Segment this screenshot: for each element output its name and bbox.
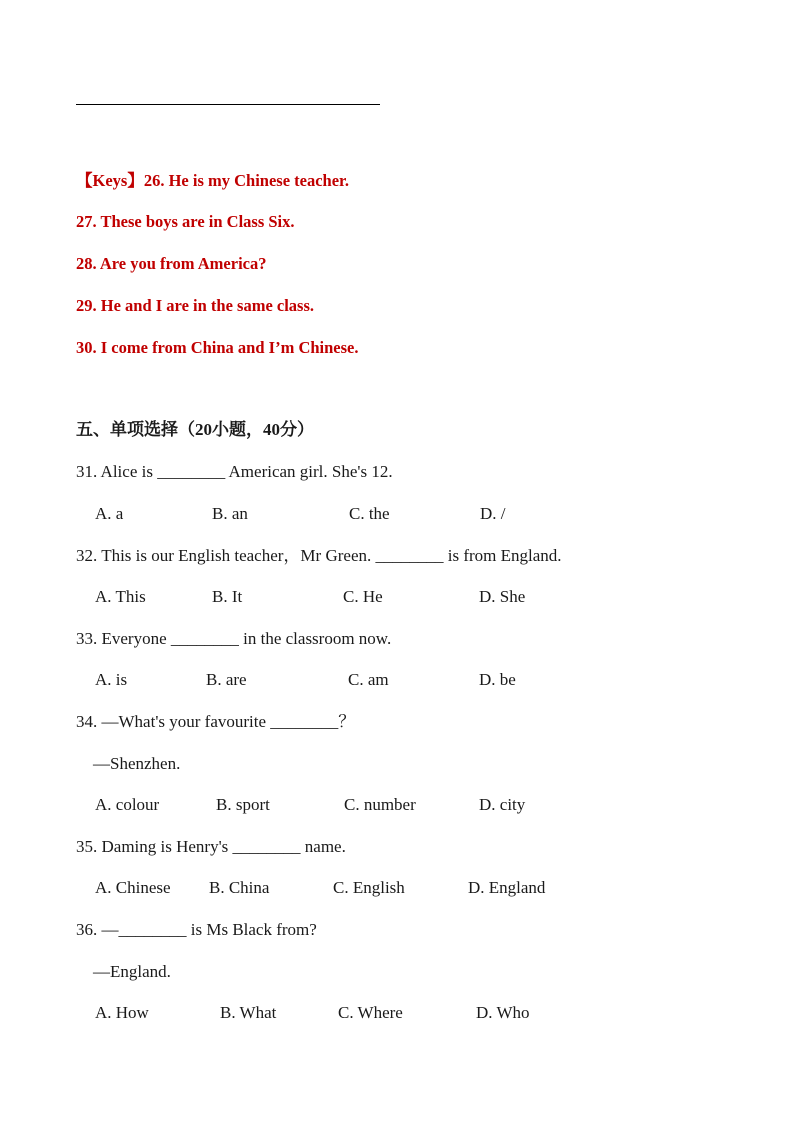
q34-option-b: B. sport <box>216 795 270 814</box>
q32-option-a: A. This <box>95 587 146 606</box>
question-34-stem: 34. —What's your favourite ________？ <box>76 712 356 731</box>
question-34-reply: —Shenzhen. <box>93 754 181 773</box>
q31-option-d: D. / <box>480 504 506 523</box>
question-35-stem: 35. Daming is Henry's ________ name. <box>76 837 346 856</box>
q31-option-a: A. a <box>95 504 124 523</box>
q31-option-b: B. an <box>212 504 248 523</box>
q32-option-c: C. He <box>343 587 383 606</box>
answer-blank-line <box>76 104 380 105</box>
q36-option-b: B. What <box>220 1003 277 1022</box>
q36-option-c: C. Where <box>338 1003 403 1022</box>
key-27: 27. These boys are in Class Six. <box>76 212 295 231</box>
q35-option-b: B. China <box>209 878 270 897</box>
question-31-stem: 31. Alice is ________ American girl. She's 12. <box>76 462 393 481</box>
q32-option-b: B. It <box>212 587 243 606</box>
q36-option-d: D. Who <box>476 1003 530 1022</box>
question-33-stem: 33. Everyone ________ in the classroom now. <box>76 629 392 648</box>
q31-option-c: C. the <box>349 504 390 523</box>
q33-option-b: B. are <box>206 670 247 689</box>
q33-option-c: C. am <box>348 670 389 689</box>
q32-option-d: D. She <box>479 587 526 606</box>
q34-option-d: D. city <box>479 795 526 814</box>
key-28: 28. Are you from America? <box>76 254 267 273</box>
q35-option-d: D. England <box>468 878 546 897</box>
q33-option-a: A. is <box>95 670 128 689</box>
key-30: 30. I come from China and I’m Chinese. <box>76 338 359 357</box>
q35-option-c: C. English <box>333 878 405 897</box>
q34-option-c: C. number <box>344 795 416 814</box>
question-36-stem: 36. —________ is Ms Black from? <box>76 920 317 939</box>
q36-option-a: A. How <box>95 1003 149 1022</box>
question-32-stem: 32. This is our English teacher，Mr Green. ________ is from England. <box>76 546 562 565</box>
q35-option-a: A. Chinese <box>95 878 171 897</box>
q33-option-d: D. be <box>479 670 516 689</box>
key-26: 【Keys】26. He is my Chinese teacher. <box>76 171 349 190</box>
q34-option-a: A. colour <box>95 795 160 814</box>
key-29: 29. He and I are in the same class. <box>76 296 315 315</box>
question-36-reply: —England. <box>93 962 171 981</box>
section-title: 五、单项选择（20小题，40分） <box>76 420 314 439</box>
